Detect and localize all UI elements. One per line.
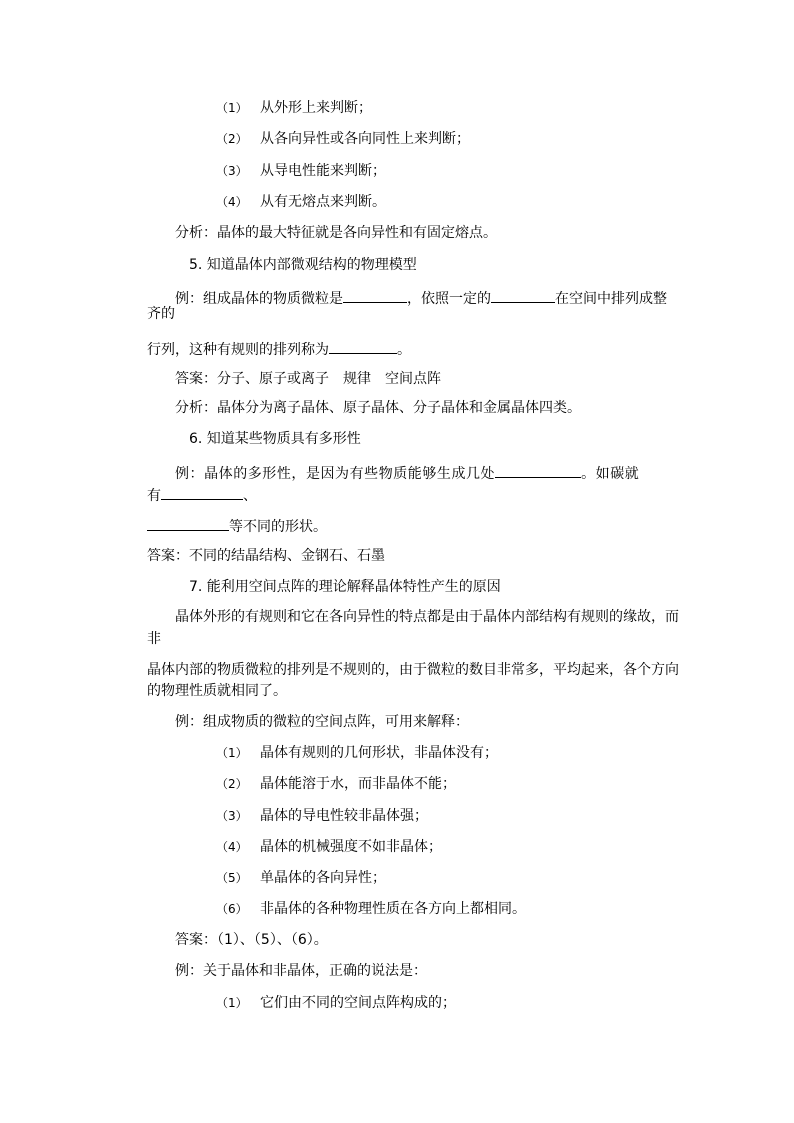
analysis-paragraph: 分析：晶体的最大特征就是各向异性和有固定熔点。 xyxy=(175,225,497,241)
question-text: 在空间中排列成整 xyxy=(555,291,667,307)
list-item xyxy=(216,838,442,856)
item-number: （1） xyxy=(216,101,248,115)
question-continuation: 齐的 xyxy=(147,306,175,322)
list-item xyxy=(216,162,386,180)
question-text: 例：组成晶体的物质微粒是 xyxy=(175,291,343,307)
item-text: 从导电性能来判断； xyxy=(260,163,386,179)
item-text: 晶体有规则的几何形状，非晶体没有； xyxy=(260,745,498,761)
list-item xyxy=(216,99,372,117)
list-item xyxy=(216,994,456,1012)
question-text: 有 xyxy=(147,488,161,504)
question-paragraph xyxy=(175,288,667,308)
answer-paragraph: 答案：（1）、（5）、（6）。 xyxy=(175,932,328,948)
answer-blank xyxy=(343,288,407,303)
item-number: （1） xyxy=(216,746,248,760)
item-text: 从外形上来判断； xyxy=(260,100,372,116)
answer-blank xyxy=(495,463,581,478)
answer-blank xyxy=(147,516,229,531)
item-text: 从有无熔点来判断。 xyxy=(260,194,386,210)
question-text: 。 xyxy=(397,342,411,358)
item-number: （3） xyxy=(216,809,248,823)
list-item xyxy=(216,130,470,148)
example-paragraph: 例：组成物质的微粒的空间点阵，可用来解释： xyxy=(175,714,469,730)
question-continuation xyxy=(147,339,411,359)
item-number: （4） xyxy=(216,195,248,209)
item-text: 从各向异性或各向同性上来判断； xyxy=(260,131,470,147)
answer-blank xyxy=(491,288,555,303)
question-paragraph xyxy=(175,463,639,483)
example-paragraph: 例：关于晶体和非晶体，正确的说法是： xyxy=(175,963,427,979)
question-text: 等不同的形状。 xyxy=(229,519,327,535)
section-heading: 7. 能利用空间点阵的理论解释晶体特性产生的原因 xyxy=(189,579,501,595)
question-text: 。如碳就 xyxy=(581,466,640,482)
body-paragraph: 晶体外形的有规则和它在各向异性的特点都是由于晶体内部结构有规则的缘故，而 xyxy=(175,609,679,625)
list-item xyxy=(216,869,386,887)
item-number: （5） xyxy=(216,871,248,885)
item-number: （3） xyxy=(216,164,248,178)
question-text: 、 xyxy=(243,488,257,504)
analysis-paragraph: 分析：晶体分为离子晶体、原子晶体、分子晶体和金属晶体四类。 xyxy=(175,400,581,416)
answer-blank xyxy=(329,339,397,354)
item-text: 晶体的机械强度不如非晶体； xyxy=(260,839,442,855)
item-text: 晶体的导电性较非晶体强； xyxy=(260,808,428,824)
question-text: ，依照一定的 xyxy=(407,291,491,307)
section-heading: 5. 知道晶体内部微观结构的物理模型 xyxy=(189,257,417,273)
item-text: 单晶体的各向异性； xyxy=(260,870,386,886)
item-number: （1） xyxy=(216,996,248,1010)
section-heading: 6. 知道某些物质具有多形性 xyxy=(189,431,361,447)
item-number: （4） xyxy=(216,840,248,854)
item-number: （2） xyxy=(216,777,248,791)
body-paragraph: 非 xyxy=(147,631,161,647)
item-text: 晶体能溶于水，而非晶体不能； xyxy=(260,776,456,792)
item-number: （6） xyxy=(216,902,248,916)
list-item xyxy=(216,775,456,793)
item-number: （2） xyxy=(216,132,248,146)
item-text: 它们由不同的空间点阵构成的； xyxy=(260,995,456,1011)
question-text: 行列，这种有规则的排列称为 xyxy=(147,342,329,358)
item-text: 非晶体的各种物理性质在各方向上都相同。 xyxy=(260,901,526,917)
answer-blank xyxy=(161,485,243,500)
question-continuation xyxy=(147,516,327,536)
list-item xyxy=(216,900,526,918)
question-continuation xyxy=(147,485,257,505)
list-item xyxy=(216,193,386,211)
body-paragraph: 晶体内部的物质微粒的排列是不规则的，由于微粒的数目非常多，平均起来，各个方向 xyxy=(147,662,679,678)
answer-paragraph: 答案：不同的结晶结构、金钢石、石墨 xyxy=(147,548,385,564)
body-paragraph: 的物理性质就相同了。 xyxy=(147,683,287,699)
list-item xyxy=(216,744,498,762)
answer-paragraph: 答案：分子、原子或离子 规律 空间点阵 xyxy=(175,371,441,387)
question-text: 例：晶体的多形性，是因为有些物质能够生成几处 xyxy=(175,466,496,482)
list-item xyxy=(216,807,428,825)
